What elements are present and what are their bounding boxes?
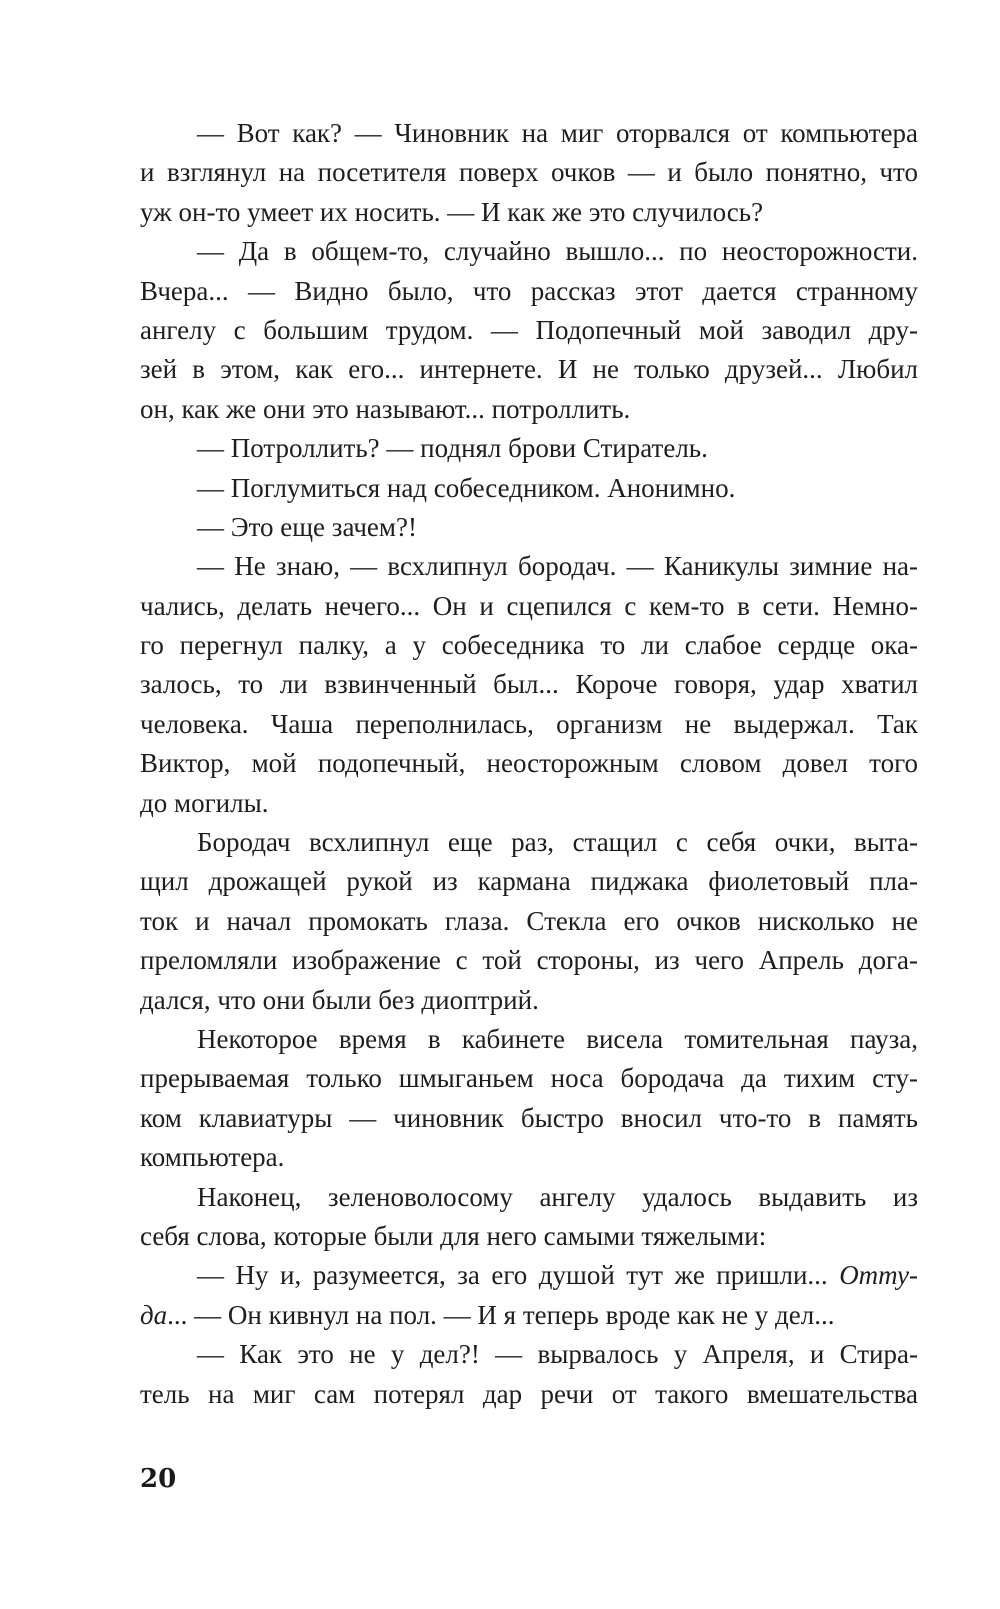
text-line — [140, 902, 918, 941]
body-text — [140, 114, 918, 1414]
line-text: ток и начал промокать глаза. Стекла его очков нисколько не — [140, 905, 918, 936]
line-text: — Это еще зачем?! — [197, 511, 417, 542]
text-line — [140, 1256, 918, 1295]
line-text: — Потроллить? — поднял брови Стиратель. — [197, 433, 708, 464]
text-line — [140, 311, 918, 350]
text-line — [140, 1059, 918, 1098]
text-line — [140, 429, 918, 468]
text-line — [140, 232, 918, 271]
line-text: ком клавиатуры — чиновник быстро вносил что-то в память — [140, 1102, 918, 1133]
line-text: ангелу с большим трудом. — Подопечный мой заводил дру- — [140, 314, 918, 345]
line-text: дался, что они были без диоптрий. — [140, 984, 539, 1015]
line-text: ... — Он кивнул на пол. — И я теперь вроде как не у дел... — [167, 1299, 835, 1330]
line-text: уж он-то умеет их носить. — И как же это случилось? — [140, 196, 764, 227]
italic-text: да — [140, 1299, 168, 1330]
line-text: залось, то ли взвинченный был... Короче говоря, удар хватил — [140, 669, 918, 700]
line-text: го перегнул палку, а у собеседника то ли слабое сердце ока- — [140, 630, 918, 661]
text-line — [140, 587, 918, 626]
line-text: человека. Чаша переполнилась, организм не выдержал. Так — [140, 708, 918, 739]
text-line — [140, 508, 918, 547]
text-line — [140, 390, 918, 429]
line-text: тель на миг сам потерял дар речи от такого вмешательства — [140, 1378, 918, 1409]
text-line — [140, 1020, 918, 1059]
line-text: Бородач всхлипнул еще раз, стащил с себя очки, выта- — [197, 827, 918, 858]
text-line — [140, 941, 918, 980]
text-line — [140, 626, 918, 665]
line-text: зей в этом, как его... интернете. И не только друзей... Любил — [140, 354, 918, 385]
text-line — [140, 744, 918, 783]
text-line — [140, 1138, 918, 1177]
line-text: Виктор, мой подопечный, неосторожным словом довел того — [140, 748, 918, 779]
line-text: себя слова, которые были для него самыми тяжелыми: — [140, 1220, 767, 1251]
text-line — [140, 1099, 918, 1138]
text-line — [140, 114, 918, 153]
italic-text: Отту- — [839, 1260, 918, 1291]
line-text: Наконец, зеленоволосому ангелу удалось выдавить из — [197, 1181, 918, 1212]
text-line — [140, 193, 918, 232]
line-text: — Да в общем-то, случайно вышло... по неосторожности. — [197, 236, 918, 267]
line-text: Некоторое время в кабинете висела томительная пауза, — [197, 1023, 918, 1054]
text-line — [140, 469, 918, 508]
text-line — [140, 1375, 918, 1414]
line-text: до могилы. — [140, 787, 269, 818]
line-text: компьютера. — [140, 1142, 285, 1173]
text-line — [140, 153, 918, 192]
text-line — [140, 823, 918, 862]
line-text: — Вот как? — Чиновник на миг оторвался от компьютера — [197, 118, 918, 148]
text-line — [140, 1296, 918, 1335]
line-text: — Не знаю, — всхлипнул бородач. — Каникулы зимние на- — [197, 551, 918, 582]
text-line — [140, 1178, 918, 1217]
text-line — [140, 1335, 918, 1374]
text-line — [140, 272, 918, 311]
line-text: — Поглумиться над собеседником. Анонимно. — [197, 472, 736, 503]
line-text: Вчера... — Видно было, что рассказ этот дается странному — [140, 275, 918, 306]
line-text: прерываемая только шмыганьем носа бородача да тихим сту- — [140, 1063, 918, 1094]
line-text: он, как же они это называют... потроллить. — [140, 393, 631, 424]
text-line — [140, 1217, 918, 1256]
line-text: щил дрожащей рукой из кармана пиджака фиолетовый пла- — [140, 866, 918, 897]
text-line — [140, 547, 918, 586]
text-line — [140, 705, 918, 744]
line-text: и взглянул на посетителя поверх очков — и было понятно, что — [140, 157, 918, 188]
text-line — [140, 665, 918, 704]
page-number: 20 — [140, 1464, 177, 1494]
text-line — [140, 784, 918, 823]
text-line — [140, 981, 918, 1020]
line-text: чались, делать нечего... Он и сцепился с кем-то в сети. Немно- — [140, 590, 918, 621]
line-text: — Ну и, разумеется, за его душой тут же пришли... — [197, 1260, 840, 1291]
line-text: преломляли изображение с той стороны, из чего Апрель дога- — [140, 945, 918, 976]
text-line — [140, 862, 918, 901]
line-text: — Как это не у дел?! — вырвалось у Апреля, и Стира- — [197, 1339, 918, 1370]
text-line — [140, 350, 918, 389]
